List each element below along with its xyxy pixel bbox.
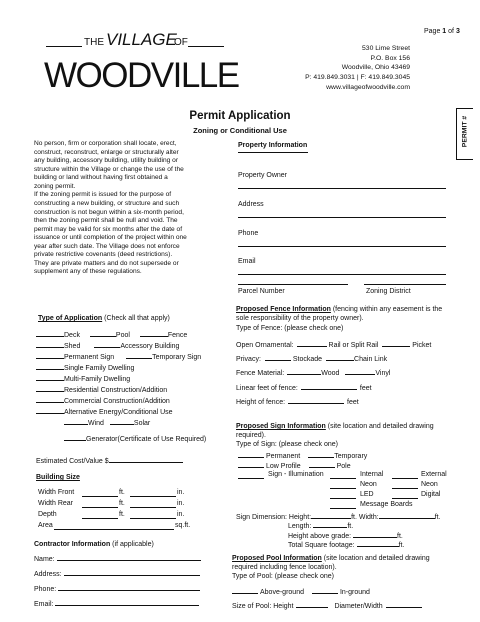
wind-checkbox-line[interactable]	[64, 418, 88, 425]
fence-heading	[236, 306, 442, 315]
low-profile-checkbox-line[interactable]	[238, 461, 264, 468]
contractor-phone-field[interactable]	[58, 584, 200, 591]
property-address-label: Address	[238, 201, 264, 208]
pool-checkbox-line[interactable]	[90, 330, 116, 337]
width-rear-in-field[interactable]	[130, 501, 176, 508]
address-po-box: P.O. Box 156	[370, 54, 410, 62]
page-current: 1	[442, 28, 447, 35]
ornamental-label: Open Ornamental:	[236, 342, 294, 349]
sign-message-row	[238, 501, 448, 511]
zoning-district-field[interactable]	[364, 284, 446, 285]
pool-diameter-label: Diameter/Width	[334, 603, 383, 610]
permanent-sign-checkbox-line[interactable]	[36, 352, 64, 359]
illumination-label: Sign - Illumination	[268, 471, 324, 478]
logo-the: THE	[84, 37, 104, 48]
page-total: 3	[455, 28, 460, 35]
type-app-heading-text: Type of Application	[38, 315, 103, 322]
depth-in-field[interactable]	[130, 512, 176, 519]
logo-woodville: WOODVILLE	[44, 56, 239, 95]
logo-of: OF	[174, 37, 188, 48]
area-field[interactable]	[54, 523, 174, 530]
sign-heading	[236, 423, 434, 432]
pool-heading-text: Proposed Pool Information	[232, 555, 322, 562]
page-number	[424, 28, 460, 37]
sign-length-unit: ft.	[347, 523, 354, 530]
sign-width-field[interactable]	[379, 512, 435, 519]
fence-height-row	[236, 397, 359, 408]
intro-line: private restrictive covenants (deed restrictions).	[34, 251, 173, 259]
width-front-label: Width Front	[38, 489, 75, 496]
ornamental-checkbox-line[interactable]	[297, 340, 327, 347]
internal-label: Internal	[360, 471, 384, 478]
sign-temporary-checkbox-line[interactable]	[308, 451, 334, 458]
contractor-address-field[interactable]	[64, 569, 200, 576]
message-board-checkbox-line[interactable]	[330, 502, 356, 509]
type-app-heading-note: (Check all that apply)	[102, 315, 170, 322]
parcel-number-label: Parcel Number	[238, 288, 285, 295]
sign-total-row	[288, 540, 404, 551]
fence-material-row	[236, 368, 390, 379]
fence-heading-note: (fencing within any easement is the	[330, 306, 443, 313]
sign-illumination-row	[238, 471, 448, 481]
sign-above-grade-field[interactable]	[353, 531, 397, 538]
sign-total-unit: ft.	[398, 542, 405, 549]
contractor-name-field[interactable]	[57, 554, 201, 561]
deck-label: Deck	[64, 332, 80, 339]
digital-checkbox-line[interactable]	[392, 492, 418, 499]
width-rear-label: Width Rear	[38, 500, 74, 507]
depth-ft-field[interactable]	[82, 512, 118, 519]
sign-above-grade-label: Height above grade:	[288, 533, 352, 540]
illumination-checkbox-line[interactable]	[238, 472, 264, 479]
property-email-label: Email	[238, 258, 256, 265]
intro-line: permit may be valid for six months after the date of	[34, 225, 183, 233]
address-street: 530 Lime Street	[362, 45, 410, 52]
intro-line: issuance or until completion of the project within one	[34, 234, 187, 242]
multi-family-label: Multi-Family Dwelling	[64, 376, 131, 383]
page-label: Page	[424, 28, 443, 35]
fence-height-label: Height of fence:	[236, 399, 286, 406]
stockade-label: Stockade	[292, 356, 323, 363]
contractor-email-field[interactable]	[55, 599, 199, 606]
digital-label: Digital	[421, 491, 441, 498]
fence-linear-row	[236, 383, 372, 394]
contractor-name-row	[34, 554, 201, 565]
intro-line: supplement any of these regulations.	[34, 268, 142, 276]
fence-type-label: Type of Fence: (please check one)	[236, 325, 344, 332]
commercial-checkbox-line[interactable]	[36, 396, 64, 403]
fence-material-label: Fence Material:	[236, 370, 285, 377]
pool-note: required including fence location).	[232, 564, 337, 571]
above-ground-checkbox-line[interactable]	[232, 587, 258, 594]
sign-total-field[interactable]	[357, 540, 399, 547]
alternative-energy-checkbox-line[interactable]	[36, 407, 64, 414]
contractor-email-label: Email:	[34, 601, 54, 608]
sign-width-unit: ft.	[434, 514, 441, 521]
depth-row	[38, 511, 214, 521]
logo-village: VILLAGE	[106, 30, 177, 49]
pole-checkbox-line[interactable]	[309, 461, 335, 468]
address-website: www.villageofwoodville.com	[326, 83, 410, 91]
pool-type-row	[232, 587, 370, 598]
type-of-application-heading	[38, 315, 170, 324]
low-profile-label: Low Profile	[266, 463, 301, 470]
shed-label: Shed	[64, 343, 81, 350]
fence-label: Fence	[167, 332, 188, 339]
depth-in-unit: in.	[177, 511, 185, 518]
linear-feet-unit: feet	[359, 385, 372, 392]
contractor-heading	[34, 541, 154, 550]
pool-height-label: Size of Pool: Height	[232, 603, 294, 610]
intro-line: construction is not begun within a six-month period,	[34, 208, 184, 216]
width-front-row	[38, 489, 214, 499]
fence-ornamental-row	[236, 340, 431, 351]
zoning-district-label: Zoning District	[366, 288, 411, 295]
accessory-building-checkbox-line[interactable]	[94, 341, 120, 348]
intro-line: any building, accessory building, utility building or	[34, 157, 179, 165]
pool-heading-note: (site location and detailed drawing	[321, 555, 430, 562]
property-phone-label: Phone	[238, 230, 259, 237]
intro-line: construct, reconstruct, enlarge or structurally alter	[34, 148, 179, 156]
alternative-energy-row	[36, 407, 173, 418]
estimated-cost-label: Estimated Cost/Value $	[36, 458, 109, 465]
width-front-in-field[interactable]	[130, 490, 176, 497]
fence-checkbox-line[interactable]	[140, 330, 168, 337]
solar-label: Solar	[133, 420, 151, 427]
width-front-ft-unit: ft.	[119, 489, 125, 496]
multi-family-checkbox-line[interactable]	[36, 374, 64, 381]
neon-external-checkbox-line[interactable]	[392, 482, 418, 489]
width-rear-row	[38, 500, 214, 510]
sign-above-grade-unit: ft.	[397, 533, 403, 540]
external-label: External	[421, 471, 447, 478]
temporary-sign-checkbox-line[interactable]	[126, 352, 152, 359]
property-phone-field[interactable]	[238, 246, 446, 247]
logo-rule-right	[188, 46, 224, 47]
wind-label: Wind	[88, 420, 104, 427]
intro-paragraph	[34, 140, 224, 277]
sign-length-label: Length:	[288, 523, 312, 530]
commercial-row	[36, 396, 170, 407]
shed-checkbox-line[interactable]	[36, 341, 64, 348]
sign-length-field[interactable]	[313, 521, 347, 528]
deck-checkbox-line[interactable]	[36, 330, 64, 337]
residential-row	[36, 385, 167, 396]
sign-neon-row	[238, 481, 448, 491]
sign-total-label: Total Square footage:	[288, 542, 355, 549]
rail-label: Rail or Split Rail	[328, 342, 379, 349]
sign-permanent-checkbox-line[interactable]	[238, 451, 264, 458]
fence-heading-text: Proposed Fence Information	[236, 306, 331, 313]
contractor-address-label: Address:	[34, 571, 62, 578]
contractor-email-row	[34, 599, 199, 610]
contractor-name-label: Name:	[34, 556, 55, 563]
stockade-checkbox-line[interactable]	[265, 354, 291, 361]
external-checkbox-line[interactable]	[392, 472, 418, 479]
width-rear-ft-unit: ft.	[119, 500, 125, 507]
single-family-row	[36, 363, 134, 374]
sign-led-row	[238, 491, 448, 501]
pool-type-label: Type of Pool: (please check one)	[232, 573, 334, 580]
chainlink-label: Chain Link	[354, 356, 388, 363]
fence-privacy-row	[236, 354, 387, 365]
building-size-heading: Building Size	[36, 474, 80, 481]
sign-height-field[interactable]	[311, 512, 351, 519]
intro-line: building or land without having first obtained a	[34, 174, 168, 182]
solar-checkbox-line[interactable]	[110, 418, 134, 425]
sign-type-label: Type of Sign: (please check one)	[236, 441, 338, 448]
neon-internal-label: Neon	[360, 481, 377, 488]
village-address	[290, 44, 410, 92]
led-checkbox-line[interactable]	[330, 492, 356, 499]
village-logo	[36, 30, 239, 102]
intro-line: No person, firm or corporation shall locate, erect,	[34, 140, 177, 147]
permanent-sign-label: Permanent Sign	[64, 354, 115, 361]
depth-label: Depth	[38, 511, 57, 518]
message-board-label: Message Boards	[360, 501, 413, 508]
type-app-row-3	[36, 352, 201, 363]
contractor-heading-note: (if applicable)	[110, 541, 154, 548]
width-front-in-unit: in.	[177, 489, 185, 496]
fence-height-unit: feet	[347, 399, 359, 406]
generator-checkbox-line[interactable]	[64, 434, 86, 441]
contractor-phone-label: Phone:	[34, 586, 57, 593]
pool-size-row	[232, 601, 422, 612]
pole-label: Pole	[336, 463, 351, 470]
contractor-phone-row	[34, 584, 200, 595]
page-of: of	[446, 28, 456, 35]
area-unit: sq.ft.	[175, 522, 191, 529]
sign-height-label: Sign Dimension: Height:	[236, 514, 312, 521]
width-front-ft-field[interactable]	[82, 490, 118, 497]
intro-line: constructing a new building, or structure and such	[34, 199, 180, 207]
single-family-checkbox-line[interactable]	[36, 363, 64, 370]
sign-temporary-label: Temporary	[334, 453, 368, 460]
temporary-sign-label: Temporary Sign	[152, 354, 202, 361]
contractor-address-row	[34, 569, 200, 580]
wind-solar-row	[64, 418, 150, 429]
depth-ft-unit: ft.	[119, 511, 125, 518]
property-heading: Property Information	[238, 142, 308, 149]
property-address-field[interactable]	[238, 217, 446, 218]
led-label: LED	[360, 491, 374, 498]
intro-line: They are private matters and do not supersede or	[34, 259, 179, 267]
pool-label: Pool	[115, 332, 130, 339]
accessory-building-label: Accessory Building	[120, 343, 180, 350]
type-app-row-1	[36, 330, 187, 341]
fence-note: sole responsibility of the property owner).	[236, 315, 364, 322]
intro-line: year after such date. The Village does not enforce	[34, 242, 180, 250]
intro-line: structure within the Village or change the use of the	[34, 165, 184, 173]
residential-checkbox-line[interactable]	[36, 385, 64, 392]
wood-checkbox-line[interactable]	[287, 368, 321, 375]
width-rear-in-unit: in.	[177, 500, 185, 507]
page-title: Permit Application	[189, 110, 291, 122]
wood-label: Wood	[321, 370, 340, 377]
width-rear-ft-field[interactable]	[82, 501, 118, 508]
pool-height-field[interactable]	[296, 601, 328, 608]
intro-line: If the zoning permit is issued for the purpose of	[34, 191, 172, 199]
generator-label: Generator(Certificate of Use Required)	[86, 436, 207, 443]
sign-width-label: ft. Width:	[351, 514, 379, 521]
sign-heading-text: Proposed Sign Information	[236, 423, 326, 430]
rail-checkbox-line[interactable]	[382, 340, 410, 347]
internal-checkbox-line[interactable]	[330, 472, 356, 479]
in-ground-label: In-ground	[339, 589, 370, 596]
parcel-number-field[interactable]	[238, 284, 348, 285]
privacy-label: Privacy:	[236, 356, 261, 363]
picket-label: Picket	[412, 342, 432, 349]
linear-feet-field[interactable]	[301, 383, 357, 390]
vinyl-checkbox-line[interactable]	[345, 368, 375, 375]
address-phone-fax: P: 419.849.3031 | F: 419.849.3045	[305, 73, 410, 81]
single-family-label: Single Family Dwelling	[64, 365, 135, 372]
pool-heading	[232, 555, 430, 564]
contractor-heading-text: Contractor Information	[34, 541, 111, 548]
neon-internal-checkbox-line[interactable]	[330, 482, 356, 489]
in-ground-checkbox-line[interactable]	[312, 587, 338, 594]
alternative-energy-label: Alternative Energy/Conditional Use	[64, 409, 173, 416]
estimated-cost-row	[36, 456, 183, 467]
intro-line: zoning permit.	[34, 182, 76, 190]
property-email-field[interactable]	[238, 274, 446, 275]
permit-number-label: PERMIT #	[461, 115, 469, 148]
property-owner-field[interactable]	[238, 188, 446, 189]
commercial-label: Commercial Construction/Addition	[64, 398, 170, 405]
property-owner-label: Property Owner	[238, 172, 288, 179]
multi-family-row	[36, 374, 130, 385]
generator-row	[64, 434, 206, 445]
vinyl-label: Vinyl	[375, 370, 391, 377]
area-row	[38, 522, 214, 532]
linear-feet-label: Linear feet of fence:	[236, 385, 298, 392]
permit-number-box[interactable]	[456, 108, 473, 160]
sign-permanent-label: Permanent	[266, 453, 301, 460]
property-heading-rule	[238, 152, 308, 153]
page-subtitle: Zoning or Conditional Use	[193, 126, 287, 135]
sign-heading-note: (site location and detailed drawing	[325, 423, 434, 430]
above-ground-label: Above-ground	[260, 589, 304, 596]
sign-note: required).	[236, 432, 266, 439]
logo-rule-left	[46, 46, 82, 47]
type-app-row-2	[36, 341, 179, 352]
residential-label: Residential Construction/Addition	[64, 387, 168, 394]
estimated-cost-field[interactable]	[109, 456, 183, 463]
pool-diameter-field[interactable]	[386, 601, 422, 608]
fence-height-field[interactable]	[288, 397, 344, 404]
chainlink-checkbox-line[interactable]	[326, 354, 354, 361]
intro-line: then the zoning permit shall be null and void. The	[34, 217, 178, 225]
neon-external-label: Neon	[421, 481, 438, 488]
address-city: Woodville, Ohio 43469	[341, 64, 410, 72]
area-label: Area	[38, 522, 53, 529]
